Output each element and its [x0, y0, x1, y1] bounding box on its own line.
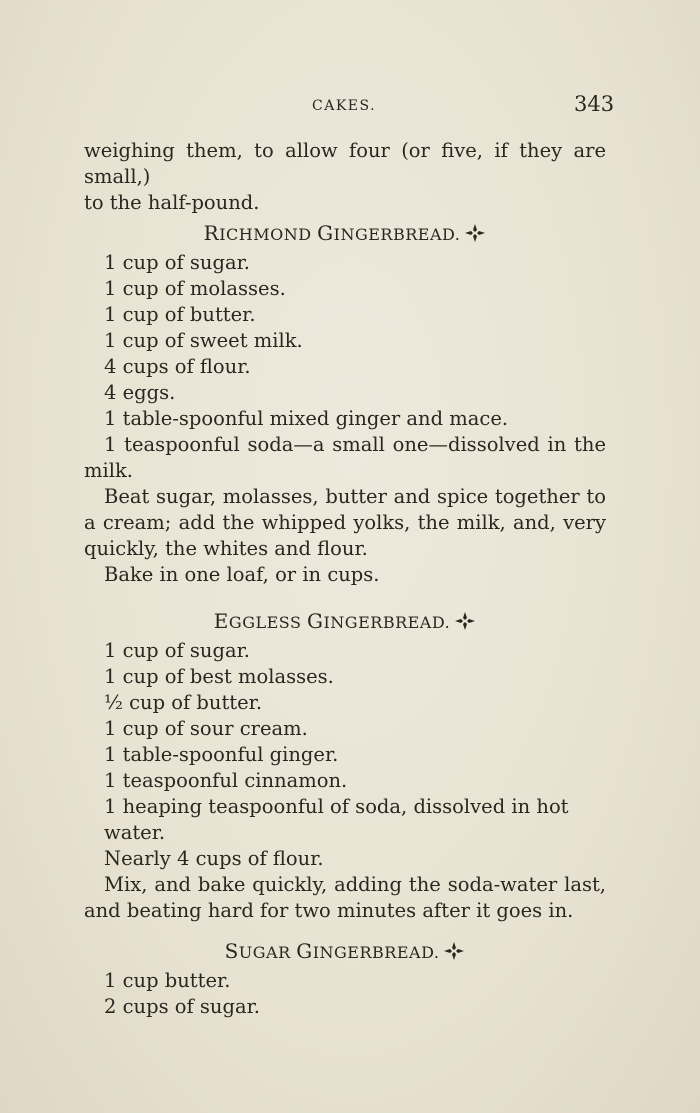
ingredient-item: 1 teaspoonful cinnamon.	[104, 769, 348, 792]
bake-note: Bake in one loaf, or in cups.	[104, 563, 380, 586]
running-head: CAKES.	[312, 98, 377, 114]
ingredient-item: 1 heaping teaspoonful of soda, dissolved in hot water.	[104, 795, 569, 844]
ingredient-item: ½ cup of butter.	[104, 691, 263, 714]
ingredient-item: 1 cup butter.	[104, 969, 231, 992]
ingredient-item: 4 eggs.	[104, 381, 176, 404]
ingredient-item: 1 cup of sugar.	[104, 251, 250, 274]
maltese-cross-icon	[454, 611, 476, 631]
ingredient-item: 4 cups of flour.	[104, 355, 251, 378]
ingredient-list-eggless	[84, 638, 606, 872]
ingredient-item: 1 table-spoonful mixed ginger and mace.	[104, 407, 509, 430]
page-number: 343	[574, 92, 615, 116]
intro-line: weighing them, to allow four (or five, if they are small,)	[84, 139, 606, 188]
ingredient-item: 1 cup of sugar.	[104, 639, 250, 662]
ingredient-item: 1 cup of molasses.	[104, 277, 286, 300]
recipe-title-sugar-gingerbread: SUGAR GINGERBREAD.	[84, 936, 606, 968]
ingredient-list-sugar	[84, 968, 606, 1020]
recipe-instructions: Beat sugar, molasses, butter and spice together to a cream; add the whipped yolks, the milk, and, very quickly, the whites and flour.	[84, 485, 606, 560]
page-header	[0, 92, 700, 122]
ingredient-item: 1 cup of butter.	[104, 303, 256, 326]
soda-note: 1 teaspoonful soda—a small one—dissolved in the milk.	[84, 433, 606, 482]
ingredient-item: 1 cup of sweet milk.	[104, 329, 303, 352]
recipe-instructions: Mix, and bake quickly, adding the soda-water last, and beating hard for two minutes after it goes in.	[84, 873, 606, 922]
maltese-cross-icon	[443, 941, 465, 961]
recipe-title-eggless-gingerbread: EGGLESS GINGERBREAD.	[84, 606, 606, 638]
page-body	[84, 138, 606, 1020]
recipe-title-richmond-gingerbread: RICHMOND GINGERBREAD.	[84, 218, 606, 250]
ingredient-item: 1 table-spoonful ginger.	[104, 743, 339, 766]
ingredient-item: 1 cup of best molasses.	[104, 665, 334, 688]
ingredient-item: 2 cups of sugar.	[104, 995, 260, 1018]
ingredient-item: 1 cup of sour cream.	[104, 717, 308, 740]
maltese-cross-icon	[464, 223, 486, 243]
ingredient-list-richmond	[84, 250, 606, 432]
intro-line: to the half-pound.	[84, 191, 260, 214]
ingredient-item: Nearly 4 cups of flour.	[104, 847, 324, 870]
